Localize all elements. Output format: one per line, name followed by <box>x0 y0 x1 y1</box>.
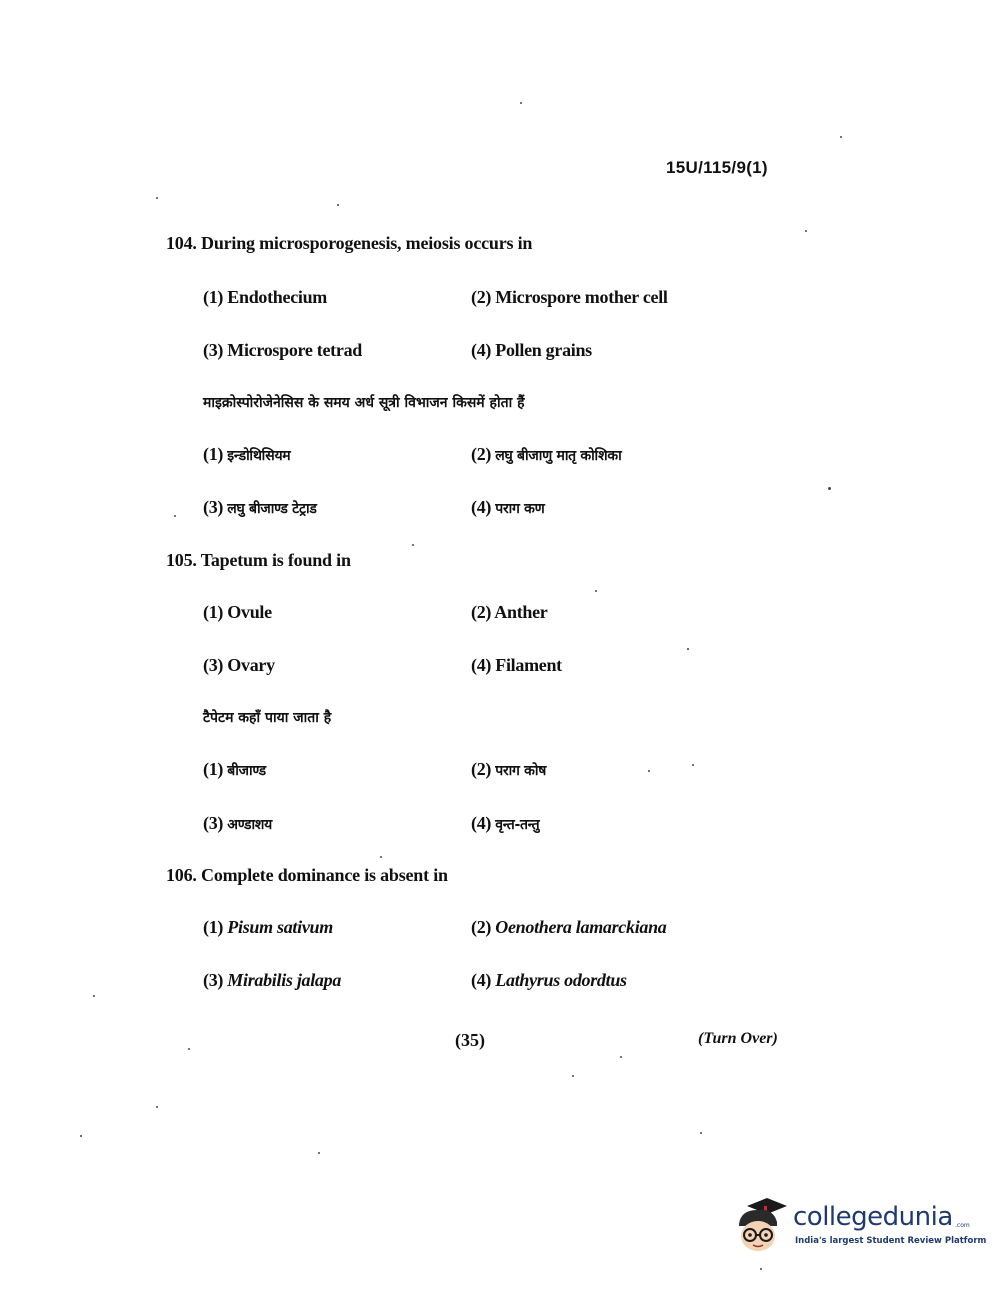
question-106 <box>166 865 448 886</box>
option-text: पराग कोष <box>495 763 547 779</box>
option-number: (3) <box>203 970 224 990</box>
option-105-hindi-1 <box>203 759 266 780</box>
page-number: (35) <box>455 1030 485 1050</box>
option-text: Lathyrus odordtus <box>495 970 627 990</box>
question-104 <box>166 233 532 254</box>
option-text: लघु बीजाणु मातृ कोशिका <box>495 448 622 464</box>
turn-over-note: (Turn Over) <box>698 1030 778 1047</box>
question-stem: Tapetum is found in <box>200 550 351 570</box>
option-number: (1) <box>203 917 224 937</box>
student-mascot-icon <box>733 1196 789 1258</box>
option-text: इन्डोथिसियम <box>227 448 291 464</box>
option-text: लघु बीजाण्ड टेट्राड <box>227 501 317 517</box>
option-text: Mirabilis jalapa <box>227 970 342 990</box>
question-number: 106. <box>166 865 197 885</box>
option-106-1 <box>203 917 333 938</box>
option-105-1: (1) Ovule <box>203 602 272 622</box>
option-104-hindi-1 <box>203 444 290 465</box>
option-number: (3) <box>203 497 224 517</box>
option-number: (4) <box>471 970 492 990</box>
option-105-hindi-2 <box>471 759 546 780</box>
option-text: Oenothera lamarckiana <box>495 917 667 937</box>
option-104-1: (1) Endothecium <box>203 287 328 307</box>
option-text: पराग कण <box>495 501 545 517</box>
option-105-hindi-4 <box>471 813 539 834</box>
option-106-3 <box>203 970 341 991</box>
option-106-4 <box>471 970 627 991</box>
option-104-hindi-4 <box>471 497 544 518</box>
question-stem: During microsporogenesis, meiosis occurs in <box>201 233 533 253</box>
logo-tagline: India's largest Student Review Platform <box>795 1236 987 1246</box>
option-105-3: (3) Ovary <box>203 655 275 675</box>
collegedunia-logo[interactable] <box>733 1196 987 1258</box>
option-number: (2) <box>471 444 492 464</box>
question-number: 104. <box>166 233 197 253</box>
option-number: (3) <box>203 813 224 833</box>
option-105-4: (4) Filament <box>471 655 562 675</box>
logo-wordmark: collegedunia <box>793 1202 953 1232</box>
option-number: (1) <box>203 759 224 779</box>
option-105-2: (2) Anther <box>471 602 548 622</box>
option-number: (4) <box>471 813 492 833</box>
option-number: (2) <box>471 759 492 779</box>
option-text: वृन्त-तन्तु <box>495 817 540 833</box>
logo-domain-suffix: .com <box>955 1222 970 1229</box>
option-104-hindi-2 <box>471 444 621 465</box>
option-text: बीजाण्ड <box>227 763 266 779</box>
question-104-hindi-stem: माइक्रोस्पोरोजेनेसिस के समय अर्ध सूत्री विभाजन किसमें होता हैं <box>203 395 525 411</box>
option-text: Pisum sativum <box>227 917 333 937</box>
option-number: (4) <box>471 497 492 517</box>
option-104-3: (3) Microspore tetrad <box>203 340 362 360</box>
question-number: 105. <box>166 550 197 570</box>
option-number: (2) <box>471 917 492 937</box>
option-105-hindi-3 <box>203 813 272 834</box>
option-104-hindi-3 <box>203 497 317 518</box>
option-104-2: (2) Microspore mother cell <box>471 287 668 307</box>
option-number: (1) <box>203 444 224 464</box>
question-105 <box>166 550 351 571</box>
option-104-4: (4) Pollen grains <box>471 340 592 360</box>
option-106-2 <box>471 917 667 938</box>
question-105-hindi-stem: टैपेटम कहाँ पाया जाता है <box>203 710 332 726</box>
question-stem: Complete dominance is absent in <box>201 865 448 885</box>
paper-code: 15U/115/9(1) <box>666 158 768 177</box>
option-text: अण्डाशय <box>227 817 272 833</box>
